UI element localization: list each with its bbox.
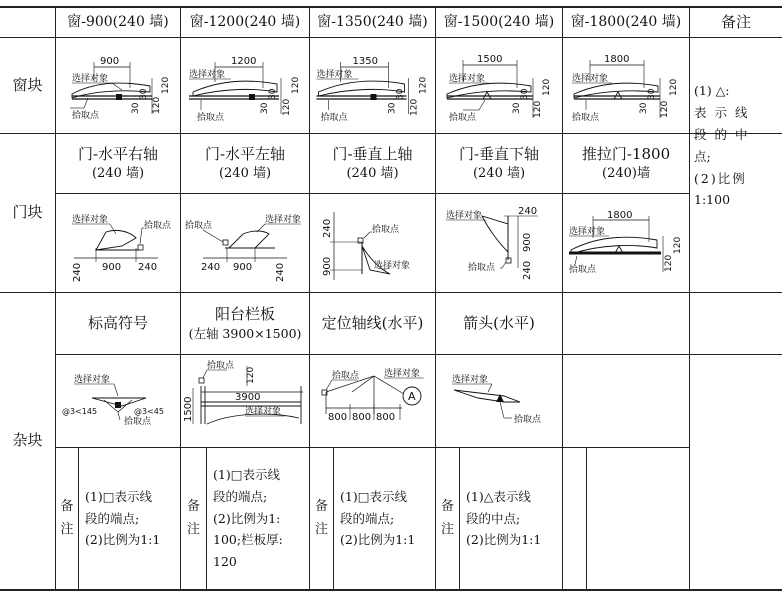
axis-letter: A (408, 390, 416, 403)
memo-axis (334, 448, 435, 589)
dimension-label: 120 (542, 78, 552, 96)
dimension-label: 240 (518, 206, 538, 217)
grid-line (55, 193, 689, 194)
door-label-vertical-up (310, 136, 435, 192)
memo-label-char: 备 (314, 499, 328, 515)
dimension-label: 800 (352, 412, 372, 423)
door-label-line: 门-水平左轴 (204, 144, 286, 163)
memo-elevation (79, 448, 180, 589)
misc-label-line: (左轴 3900×1500) (188, 326, 302, 342)
dimension-label: 240 (72, 262, 83, 282)
dimension-label: 120 (669, 78, 679, 96)
memo-label (56, 448, 78, 589)
pick-label: 拾取点 (514, 415, 542, 425)
row-label-window: 窗块 (12, 75, 43, 94)
side-note-line: 段的中 (694, 126, 756, 142)
door-label-line: 门-垂直下轴 (458, 144, 540, 163)
memo-line: (2)比例为1:1 (466, 532, 542, 548)
side-note-line: 点; (694, 148, 711, 164)
memo-line: (1)△表示线 (466, 488, 531, 504)
elevation-right-label: @3<45 (134, 407, 164, 416)
pick-label: 拾取点 (332, 371, 360, 381)
row-label-door: 门块 (12, 203, 43, 222)
door-label-line: (240)墙 (602, 166, 650, 182)
memo-line: (1)□表示线 (85, 488, 153, 504)
dimension-label: 900 (322, 256, 333, 276)
door-label-line: 门-垂直上轴 (332, 144, 413, 163)
window-drawing-1500 (438, 48, 560, 130)
dimension-label: 1800 (607, 210, 633, 221)
misc-label-elevation: 标高符号 (87, 313, 148, 332)
side-note-line: (2)比例 (694, 170, 747, 186)
select-label: 选择对象 (265, 215, 302, 225)
pick-point-marker (199, 378, 204, 383)
select-label: 选择对象 (245, 407, 282, 417)
dimension-label: 30 (387, 102, 398, 114)
pick-label: 拾取点 (320, 113, 348, 123)
dimension-label: 800 (376, 412, 396, 423)
pick-point-marker (371, 94, 377, 100)
memo-label (181, 448, 206, 589)
grid-line (586, 447, 587, 590)
memo-line: 段的端点; (85, 510, 140, 526)
dimension-label: 120 (418, 76, 429, 94)
dimension-label: 30 (260, 102, 270, 114)
door-drawing-vertical-up (312, 198, 433, 288)
grid-line (0, 37, 782, 38)
pick-label: 拾取点 (144, 221, 172, 231)
select-label: 选择对象 (316, 70, 353, 80)
misc-label-line: 阳台栏板 (214, 304, 275, 323)
dimension-label: 120 (161, 76, 171, 94)
pick-label: 拾取点 (185, 221, 213, 231)
door-label-line: (240 墙) (472, 166, 526, 182)
dimension-label: 120 (152, 96, 162, 114)
dimension-label: 240 (322, 218, 333, 238)
header-window-1800: 窗-1800(240 墙) (570, 14, 682, 31)
door-label-line: (240 墙) (218, 166, 272, 182)
pick-point-marker (223, 240, 228, 245)
balcony-panel-drawing (183, 362, 307, 442)
pick-label: 拾取点 (197, 113, 225, 123)
elevation-left-label: @3<145 (62, 407, 98, 416)
memo-label-char: 注 (186, 521, 200, 537)
balcony-width: 3900 (235, 392, 261, 403)
select-label: 选择对象 (449, 74, 486, 84)
axis-line-drawing (312, 362, 433, 442)
balcony-thickness: 120 (246, 366, 256, 384)
grid-line (55, 354, 782, 355)
dimension-label: 30 (395, 88, 406, 100)
dimension-label: 30 (131, 102, 141, 114)
pick-label: 拾取点 (372, 225, 400, 235)
select-label: 选择对象 (72, 74, 109, 84)
select-label: 选择对象 (446, 211, 483, 221)
dimension-label: 120 (409, 98, 420, 116)
dimension-label: 800 (328, 412, 348, 423)
pick-label: 拾取点 (468, 263, 496, 273)
door-drawing-horizontal-left (183, 198, 307, 288)
grid-line (562, 6, 563, 590)
dimension-label: 120 (533, 100, 543, 118)
memo-label-char: 备 (60, 499, 74, 515)
memo-label-char: 注 (440, 521, 454, 537)
door-drawing-vertical-down (438, 198, 560, 288)
select-label: 选择对象 (72, 215, 109, 225)
pick-label: 拾取点 (449, 113, 477, 123)
misc-label-arrow: 箭头(水平) (463, 313, 535, 332)
door-label-line: (240 墙) (346, 166, 399, 182)
dimension-label: 900 (102, 262, 122, 273)
memo-line: (1)□表示线 (213, 466, 281, 482)
side-note-line: (1) △: (694, 83, 730, 98)
door-label-line: 推拉门-1800 (581, 144, 671, 163)
memo-balcony (207, 448, 309, 589)
memo-line: 100;栏板厚: (213, 532, 283, 548)
dimension-label: 30 (268, 88, 278, 100)
dimension-label: 30 (520, 88, 530, 100)
memo-label-char: 注 (60, 521, 74, 537)
door-label-vertical-down (436, 136, 562, 192)
grid-line (0, 589, 782, 591)
arrow-shape (454, 390, 520, 402)
pick-point-marker (115, 402, 121, 408)
select-label: 选择对象 (572, 74, 609, 84)
dimension-label: 30 (139, 88, 149, 100)
dimension-label: 30 (647, 88, 657, 100)
pick-label: 拾取点 (569, 265, 597, 275)
header-window-1350: 窗-1350(240 墙) (317, 14, 428, 31)
select-label: 选择对象 (452, 375, 489, 385)
dimension-label: 900 (233, 262, 253, 273)
pick-point-marker (116, 94, 122, 100)
pick-label: 拾取点 (207, 361, 235, 371)
side-note-line: 1:100 (694, 192, 731, 208)
memo-label-char: 备 (440, 499, 454, 515)
grid-line (0, 133, 782, 134)
dimension-label: 120 (673, 236, 683, 254)
header-window-1200: 窗-1200(240 墙) (189, 14, 301, 31)
dimension-label: 240 (201, 262, 221, 273)
door-label-line: 门-水平右轴 (77, 144, 159, 163)
window-drawing-1800 (565, 48, 687, 130)
side-note-line: 表示线 (694, 104, 756, 120)
memo-label (310, 448, 333, 589)
dimension-width: 1800 (604, 54, 630, 65)
dimension-label: 240 (522, 260, 533, 280)
dimension-width: 1200 (231, 56, 257, 67)
side-note (690, 80, 782, 250)
memo-line: (1)□表示线 (340, 488, 408, 504)
door-label-horizontal-left (181, 136, 309, 192)
misc-label-axis: 定位轴线(水平) (321, 313, 424, 332)
header-remarks: 备注 (720, 12, 751, 31)
door-drawing-sliding (565, 198, 687, 288)
memo-arrow (460, 448, 562, 589)
dimension-label: 120 (282, 98, 292, 116)
memo-label-char: 备 (186, 499, 200, 515)
select-label: 选择对象 (74, 375, 111, 385)
dimension-label: 120 (664, 254, 674, 272)
door-drawing-horizontal-right (58, 198, 178, 288)
door-label-horizontal-right (56, 136, 180, 192)
pick-point-marker (138, 245, 143, 250)
window-drawing-1200 (183, 48, 307, 130)
pick-point-marker (249, 94, 255, 100)
dimension-label: 120 (291, 76, 301, 94)
dimension-width: 1350 (352, 56, 378, 67)
arrow-drawing (438, 362, 560, 442)
select-label: 选择对象 (384, 369, 421, 379)
dimension-label: 240 (138, 262, 158, 273)
misc-label-balcony (181, 293, 309, 354)
memo-line: (2)比例为1: (213, 510, 281, 526)
dimension-label: 120 (660, 100, 670, 118)
memo-line: 段的端点; (340, 510, 395, 526)
balcony-height: 1500 (183, 396, 194, 422)
select-label: 选择对象 (569, 227, 606, 237)
memo-line: 段的中点; (466, 510, 521, 526)
pick-label: 拾取点 (72, 111, 100, 121)
memo-line: (2)比例为1:1 (340, 532, 416, 548)
window-drawing-1350 (312, 48, 433, 130)
dimension-label: 30 (512, 102, 522, 114)
memo-line: 120 (213, 554, 237, 570)
memo-line: (2)比例为1:1 (85, 532, 161, 548)
pick-label: 拾取点 (124, 417, 152, 427)
door-label-line: (240 墙) (91, 166, 145, 182)
dimension-width: 900 (100, 56, 120, 67)
dimension-label: 30 (639, 102, 649, 114)
memo-line: 段的端点; (213, 488, 268, 504)
elevation-symbol-drawing (58, 362, 178, 442)
pick-label: 拾取点 (572, 113, 600, 123)
dimension-width: 1500 (477, 54, 503, 65)
header-window-900: 窗-900(240 墙) (67, 14, 169, 31)
dimension-label: 240 (275, 262, 286, 282)
window-drawing-900 (58, 48, 178, 130)
memo-label-char: 注 (314, 521, 328, 537)
select-label: 选择对象 (189, 70, 226, 80)
row-label-misc: 杂块 (12, 431, 43, 450)
dimension-label: 900 (522, 232, 533, 252)
memo-label (436, 448, 459, 589)
header-window-1500: 窗-1500(240 墙) (443, 14, 555, 31)
door-label-sliding (563, 136, 689, 192)
select-label: 选择对象 (374, 261, 411, 271)
